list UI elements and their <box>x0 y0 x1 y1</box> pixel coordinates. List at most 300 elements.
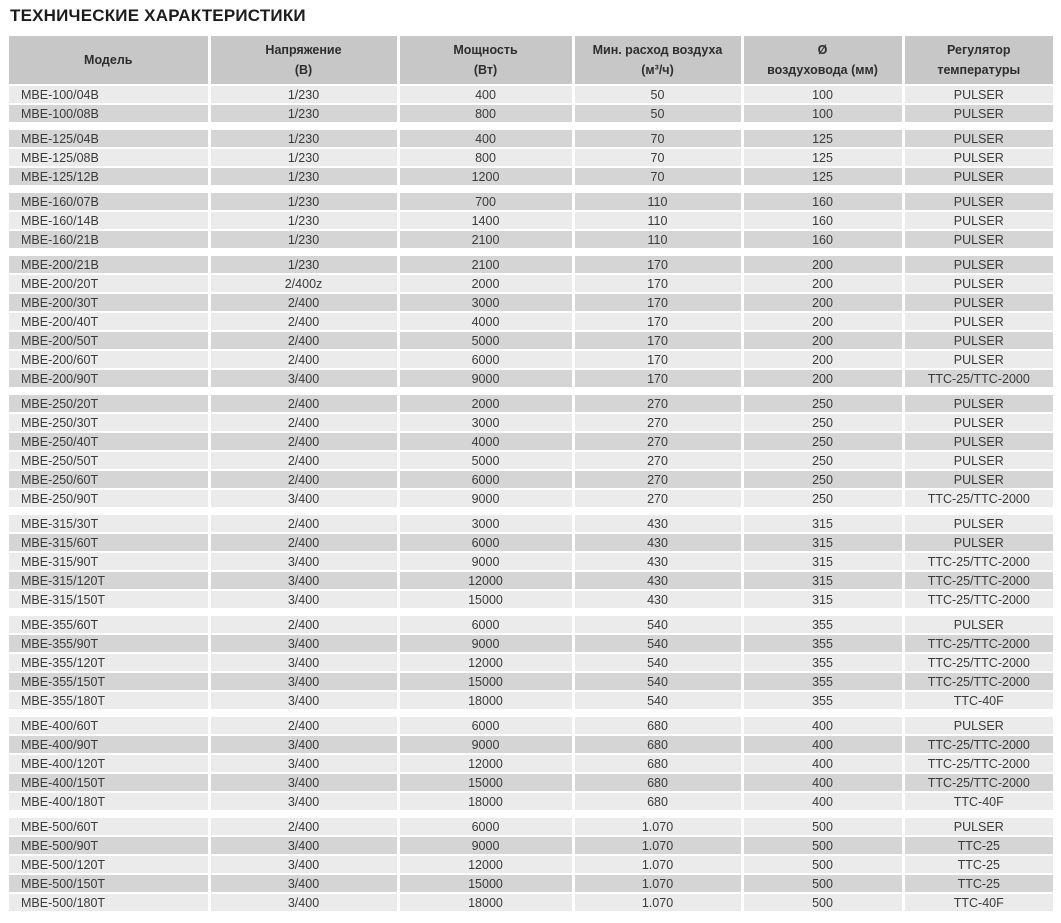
voltage-cell: 2/400 <box>209 514 398 533</box>
voltage-cell: 3/400 <box>209 691 398 710</box>
voltage-cell: 3/400 <box>209 634 398 653</box>
power-cell: 12000 <box>398 754 573 773</box>
airflow-cell: 110 <box>573 230 742 249</box>
regulator-cell: PULSER <box>903 413 1053 432</box>
table-row <box>9 874 1053 893</box>
spec-table <box>9 36 1053 911</box>
voltage-cell: 3/400 <box>209 735 398 754</box>
voltage-cell: 2/400 <box>209 413 398 432</box>
model-cell: MBE-500/150T <box>9 874 209 893</box>
table-row <box>9 792 1053 811</box>
power-cell: 2000 <box>398 274 573 293</box>
power-cell: 18000 <box>398 893 573 911</box>
voltage-cell: 1/230 <box>209 104 398 123</box>
power-cell: 2100 <box>398 255 573 274</box>
column-header-duct-diameter <box>742 36 903 85</box>
power-cell: 6000 <box>398 470 573 489</box>
model-cell: MBE-250/60T <box>9 470 209 489</box>
power-cell: 9000 <box>398 836 573 855</box>
power-cell: 400 <box>398 129 573 148</box>
regulator-cell: PULSER <box>903 716 1053 735</box>
diameter-cell: 315 <box>742 533 903 552</box>
voltage-cell: 3/400 <box>209 893 398 911</box>
power-cell: 9000 <box>398 489 573 508</box>
power-cell: 15000 <box>398 874 573 893</box>
regulator-cell: TTC-40F <box>903 893 1053 911</box>
power-cell: 9000 <box>398 552 573 571</box>
voltage-cell: 3/400 <box>209 552 398 571</box>
power-cell: 18000 <box>398 691 573 710</box>
airflow-cell: 540 <box>573 653 742 672</box>
airflow-cell: 680 <box>573 792 742 811</box>
airflow-cell: 680 <box>573 735 742 754</box>
power-cell: 2000 <box>398 394 573 413</box>
model-cell: MBE-400/150T <box>9 773 209 792</box>
voltage-cell: 1/230 <box>209 129 398 148</box>
model-cell: MBE-160/21B <box>9 230 209 249</box>
column-header-line2: воздуховода (мм) <box>767 63 878 77</box>
regulator-cell: TTC-25/TTC-2000 <box>903 369 1053 388</box>
diameter-cell: 200 <box>742 255 903 274</box>
airflow-cell: 70 <box>573 167 742 186</box>
column-header-line1: Мин. расход воздуха <box>592 43 723 57</box>
power-cell: 6000 <box>398 817 573 836</box>
power-cell: 3000 <box>398 514 573 533</box>
voltage-cell: 2/400 <box>209 533 398 552</box>
model-cell: MBE-400/120T <box>9 754 209 773</box>
model-cell: MBE-500/90T <box>9 836 209 855</box>
voltage-cell: 3/400 <box>209 672 398 691</box>
voltage-cell: 1/230 <box>209 230 398 249</box>
airflow-cell: 50 <box>573 104 742 123</box>
diameter-cell: 250 <box>742 470 903 489</box>
diameter-cell: 500 <box>742 855 903 874</box>
model-cell: MBE-200/60T <box>9 350 209 369</box>
table-row <box>9 230 1053 249</box>
model-cell: MBE-160/07B <box>9 192 209 211</box>
regulator-cell: PULSER <box>903 470 1053 489</box>
diameter-cell: 400 <box>742 773 903 792</box>
table-row <box>9 754 1053 773</box>
column-header-line2: (м³/ч) <box>641 63 674 77</box>
airflow-cell: 270 <box>573 413 742 432</box>
table-row <box>9 691 1053 710</box>
model-cell: MBE-100/04B <box>9 85 209 104</box>
diameter-cell: 500 <box>742 893 903 911</box>
model-cell: MBE-160/14B <box>9 211 209 230</box>
diameter-cell: 315 <box>742 552 903 571</box>
voltage-cell: 2/400 <box>209 817 398 836</box>
voltage-cell: 2/400 <box>209 312 398 331</box>
table-row <box>9 312 1053 331</box>
diameter-cell: 355 <box>742 653 903 672</box>
diameter-cell: 500 <box>742 874 903 893</box>
airflow-cell: 170 <box>573 274 742 293</box>
table-row <box>9 432 1053 451</box>
airflow-cell: 1.070 <box>573 817 742 836</box>
airflow-cell: 170 <box>573 312 742 331</box>
table-row <box>9 716 1053 735</box>
voltage-cell: 2/400 <box>209 293 398 312</box>
table-row <box>9 104 1053 123</box>
power-cell: 5000 <box>398 331 573 350</box>
regulator-cell: PULSER <box>903 514 1053 533</box>
regulator-cell: TTC-25 <box>903 855 1053 874</box>
column-header-line2: температуры <box>937 63 1021 77</box>
regulator-cell: TTC-40F <box>903 792 1053 811</box>
regulator-cell: TTC-25/TTC-2000 <box>903 590 1053 609</box>
power-cell: 9000 <box>398 369 573 388</box>
diameter-cell: 200 <box>742 369 903 388</box>
table-row <box>9 129 1053 148</box>
power-cell: 5000 <box>398 451 573 470</box>
regulator-cell: TTC-25 <box>903 874 1053 893</box>
voltage-cell: 2/400 <box>209 331 398 350</box>
model-cell: MBE-315/120T <box>9 571 209 590</box>
airflow-cell: 430 <box>573 533 742 552</box>
regulator-cell: TTC-25/TTC-2000 <box>903 552 1053 571</box>
diameter-cell: 160 <box>742 192 903 211</box>
airflow-cell: 540 <box>573 634 742 653</box>
table-row <box>9 192 1053 211</box>
table-row <box>9 571 1053 590</box>
model-cell: MBE-125/08B <box>9 148 209 167</box>
voltage-cell: 3/400 <box>209 571 398 590</box>
spec-table-header <box>9 36 1053 85</box>
power-cell: 6000 <box>398 716 573 735</box>
regulator-cell: PULSER <box>903 274 1053 293</box>
airflow-cell: 1.070 <box>573 893 742 911</box>
regulator-cell: PULSER <box>903 312 1053 331</box>
regulator-cell: TTC-25/TTC-2000 <box>903 773 1053 792</box>
power-cell: 400 <box>398 85 573 104</box>
model-cell: MBE-500/180T <box>9 893 209 911</box>
model-cell: MBE-125/12B <box>9 167 209 186</box>
table-row <box>9 255 1053 274</box>
diameter-cell: 160 <box>742 211 903 230</box>
voltage-cell: 2/400 <box>209 716 398 735</box>
diameter-cell: 200 <box>742 331 903 350</box>
airflow-cell: 540 <box>573 672 742 691</box>
voltage-cell: 2/400 <box>209 470 398 489</box>
table-row <box>9 672 1053 691</box>
voltage-cell: 1/230 <box>209 211 398 230</box>
regulator-cell: PULSER <box>903 817 1053 836</box>
regulator-cell: PULSER <box>903 230 1053 249</box>
diameter-cell: 125 <box>742 167 903 186</box>
model-cell: MBE-355/60T <box>9 615 209 634</box>
model-cell: MBE-400/90T <box>9 735 209 754</box>
airflow-cell: 70 <box>573 129 742 148</box>
power-cell: 12000 <box>398 571 573 590</box>
airflow-cell: 1.070 <box>573 874 742 893</box>
regulator-cell: TTC-40F <box>903 691 1053 710</box>
airflow-cell: 170 <box>573 331 742 350</box>
airflow-cell: 70 <box>573 148 742 167</box>
model-cell: MBE-355/150T <box>9 672 209 691</box>
table-row <box>9 470 1053 489</box>
voltage-cell: 3/400 <box>209 855 398 874</box>
model-cell: MBE-200/30T <box>9 293 209 312</box>
power-cell: 4000 <box>398 432 573 451</box>
table-row <box>9 167 1053 186</box>
column-header-line1: Ø <box>817 43 828 57</box>
airflow-cell: 540 <box>573 615 742 634</box>
model-cell: MBE-250/50T <box>9 451 209 470</box>
voltage-cell: 2/400z <box>209 274 398 293</box>
airflow-cell: 170 <box>573 255 742 274</box>
diameter-cell: 250 <box>742 432 903 451</box>
column-header-line2: (В) <box>294 63 313 77</box>
diameter-cell: 250 <box>742 413 903 432</box>
power-cell: 15000 <box>398 672 573 691</box>
regulator-cell: PULSER <box>903 394 1053 413</box>
regulator-cell: TTC-25/TTC-2000 <box>903 754 1053 773</box>
model-cell: MBE-200/50T <box>9 331 209 350</box>
model-cell: MBE-125/04B <box>9 129 209 148</box>
airflow-cell: 430 <box>573 590 742 609</box>
table-row <box>9 893 1053 911</box>
regulator-cell: PULSER <box>903 451 1053 470</box>
power-cell: 4000 <box>398 312 573 331</box>
power-cell: 700 <box>398 192 573 211</box>
power-cell: 3000 <box>398 413 573 432</box>
model-cell: MBE-500/60T <box>9 817 209 836</box>
voltage-cell: 1/230 <box>209 192 398 211</box>
model-cell: MBE-355/180T <box>9 691 209 710</box>
diameter-cell: 315 <box>742 590 903 609</box>
model-cell: MBE-315/30T <box>9 514 209 533</box>
table-row <box>9 350 1053 369</box>
power-cell: 2100 <box>398 230 573 249</box>
voltage-cell: 3/400 <box>209 590 398 609</box>
regulator-cell: TTC-25/TTC-2000 <box>903 571 1053 590</box>
model-cell: MBE-200/90T <box>9 369 209 388</box>
voltage-cell: 3/400 <box>209 836 398 855</box>
regulator-cell: TTC-25/TTC-2000 <box>903 489 1053 508</box>
column-header-temp-regulator <box>903 36 1053 85</box>
diameter-cell: 200 <box>742 274 903 293</box>
table-row <box>9 413 1053 432</box>
table-row <box>9 552 1053 571</box>
airflow-cell: 1.070 <box>573 855 742 874</box>
power-cell: 800 <box>398 104 573 123</box>
diameter-cell: 400 <box>742 792 903 811</box>
table-row <box>9 615 1053 634</box>
voltage-cell: 3/400 <box>209 874 398 893</box>
power-cell: 1400 <box>398 211 573 230</box>
regulator-cell: PULSER <box>903 533 1053 552</box>
power-cell: 6000 <box>398 533 573 552</box>
voltage-cell: 1/230 <box>209 255 398 274</box>
regulator-cell: TTC-25 <box>903 836 1053 855</box>
airflow-cell: 430 <box>573 552 742 571</box>
power-cell: 18000 <box>398 792 573 811</box>
airflow-cell: 270 <box>573 489 742 508</box>
airflow-cell: 270 <box>573 394 742 413</box>
power-cell: 15000 <box>398 773 573 792</box>
model-cell: MBE-200/21B <box>9 255 209 274</box>
voltage-cell: 2/400 <box>209 432 398 451</box>
diameter-cell: 355 <box>742 691 903 710</box>
table-row <box>9 514 1053 533</box>
airflow-cell: 110 <box>573 192 742 211</box>
table-row <box>9 653 1053 672</box>
diameter-cell: 200 <box>742 293 903 312</box>
table-row <box>9 85 1053 104</box>
column-header-voltage <box>209 36 398 85</box>
regulator-cell: PULSER <box>903 148 1053 167</box>
model-cell: MBE-315/60T <box>9 533 209 552</box>
diameter-cell: 315 <box>742 571 903 590</box>
power-cell: 1200 <box>398 167 573 186</box>
power-cell: 800 <box>398 148 573 167</box>
diameter-cell: 125 <box>742 148 903 167</box>
spec-table-body <box>9 85 1053 911</box>
airflow-cell: 680 <box>573 754 742 773</box>
power-cell: 9000 <box>398 634 573 653</box>
diameter-cell: 250 <box>742 489 903 508</box>
power-cell: 3000 <box>398 293 573 312</box>
regulator-cell: PULSER <box>903 331 1053 350</box>
diameter-cell: 355 <box>742 615 903 634</box>
table-row <box>9 855 1053 874</box>
model-cell: MBE-400/180T <box>9 792 209 811</box>
table-row <box>9 293 1053 312</box>
regulator-cell: PULSER <box>903 192 1053 211</box>
table-row <box>9 369 1053 388</box>
voltage-cell: 3/400 <box>209 754 398 773</box>
regulator-cell: PULSER <box>903 350 1053 369</box>
diameter-cell: 200 <box>742 350 903 369</box>
voltage-cell: 3/400 <box>209 653 398 672</box>
airflow-cell: 1.070 <box>573 836 742 855</box>
model-cell: MBE-400/60T <box>9 716 209 735</box>
regulator-cell: PULSER <box>903 129 1053 148</box>
airflow-cell: 170 <box>573 293 742 312</box>
diameter-cell: 250 <box>742 394 903 413</box>
airflow-cell: 680 <box>573 716 742 735</box>
column-header-line1: Напряжение <box>265 43 342 57</box>
table-row <box>9 148 1053 167</box>
voltage-cell: 3/400 <box>209 489 398 508</box>
model-cell: MBE-315/90T <box>9 552 209 571</box>
table-row <box>9 451 1053 470</box>
regulator-cell: TTC-25/TTC-2000 <box>903 653 1053 672</box>
model-cell: MBE-355/90T <box>9 634 209 653</box>
regulator-cell: PULSER <box>903 293 1053 312</box>
airflow-cell: 170 <box>573 350 742 369</box>
table-row <box>9 836 1053 855</box>
column-header-airflow <box>573 36 742 85</box>
table-row <box>9 274 1053 293</box>
model-cell: MBE-100/08B <box>9 104 209 123</box>
diameter-cell: 125 <box>742 129 903 148</box>
table-row <box>9 489 1053 508</box>
regulator-cell: TTC-25/TTC-2000 <box>903 634 1053 653</box>
airflow-cell: 270 <box>573 470 742 489</box>
model-cell: MBE-250/20T <box>9 394 209 413</box>
diameter-cell: 400 <box>742 716 903 735</box>
table-row <box>9 735 1053 754</box>
diameter-cell: 500 <box>742 817 903 836</box>
power-cell: 12000 <box>398 855 573 874</box>
model-cell: MBE-250/40T <box>9 432 209 451</box>
column-header-line1: Мощность <box>453 43 518 57</box>
model-cell: MBE-355/120T <box>9 653 209 672</box>
airflow-cell: 430 <box>573 571 742 590</box>
model-cell: MBE-250/90T <box>9 489 209 508</box>
column-header-line1: Регулятор <box>947 43 1011 57</box>
diameter-cell: 355 <box>742 672 903 691</box>
diameter-cell: 100 <box>742 104 903 123</box>
table-row <box>9 331 1053 350</box>
diameter-cell: 100 <box>742 85 903 104</box>
regulator-cell: PULSER <box>903 432 1053 451</box>
power-cell: 9000 <box>398 735 573 754</box>
regulator-cell: PULSER <box>903 615 1053 634</box>
voltage-cell: 3/400 <box>209 369 398 388</box>
model-cell: MBE-500/120T <box>9 855 209 874</box>
voltage-cell: 3/400 <box>209 792 398 811</box>
power-cell: 6000 <box>398 350 573 369</box>
model-cell: MBE-200/40T <box>9 312 209 331</box>
regulator-cell: PULSER <box>903 167 1053 186</box>
airflow-cell: 430 <box>573 514 742 533</box>
regulator-cell: PULSER <box>903 104 1053 123</box>
airflow-cell: 270 <box>573 451 742 470</box>
table-row <box>9 590 1053 609</box>
table-row <box>9 211 1053 230</box>
table-row <box>9 394 1053 413</box>
airflow-cell: 680 <box>573 773 742 792</box>
voltage-cell: 1/230 <box>209 148 398 167</box>
header-row <box>9 36 1053 85</box>
voltage-cell: 2/400 <box>209 615 398 634</box>
column-header-power <box>398 36 573 85</box>
column-header-model <box>9 36 209 85</box>
regulator-cell: TTC-25/TTC-2000 <box>903 672 1053 691</box>
diameter-cell: 400 <box>742 735 903 754</box>
table-row <box>9 773 1053 792</box>
diameter-cell: 355 <box>742 634 903 653</box>
airflow-cell: 270 <box>573 432 742 451</box>
voltage-cell: 3/400 <box>209 773 398 792</box>
table-row <box>9 533 1053 552</box>
model-cell: MBE-200/20T <box>9 274 209 293</box>
diameter-cell: 500 <box>742 836 903 855</box>
voltage-cell: 1/230 <box>209 167 398 186</box>
column-header-line1: Модель <box>84 53 133 67</box>
diameter-cell: 160 <box>742 230 903 249</box>
voltage-cell: 1/230 <box>209 85 398 104</box>
regulator-cell: PULSER <box>903 255 1053 274</box>
model-cell: MBE-250/30T <box>9 413 209 432</box>
page-title: ТЕХНИЧЕСКИЕ ХАРАКТЕРИСТИКИ <box>10 6 306 25</box>
table-row <box>9 817 1053 836</box>
regulator-cell: TTC-25/TTC-2000 <box>903 735 1053 754</box>
airflow-cell: 170 <box>573 369 742 388</box>
airflow-cell: 110 <box>573 211 742 230</box>
diameter-cell: 315 <box>742 514 903 533</box>
column-header-line2: (Вт) <box>473 63 498 77</box>
voltage-cell: 2/400 <box>209 451 398 470</box>
table-row <box>9 634 1053 653</box>
regulator-cell: PULSER <box>903 211 1053 230</box>
voltage-cell: 2/400 <box>209 394 398 413</box>
diameter-cell: 250 <box>742 451 903 470</box>
power-cell: 12000 <box>398 653 573 672</box>
